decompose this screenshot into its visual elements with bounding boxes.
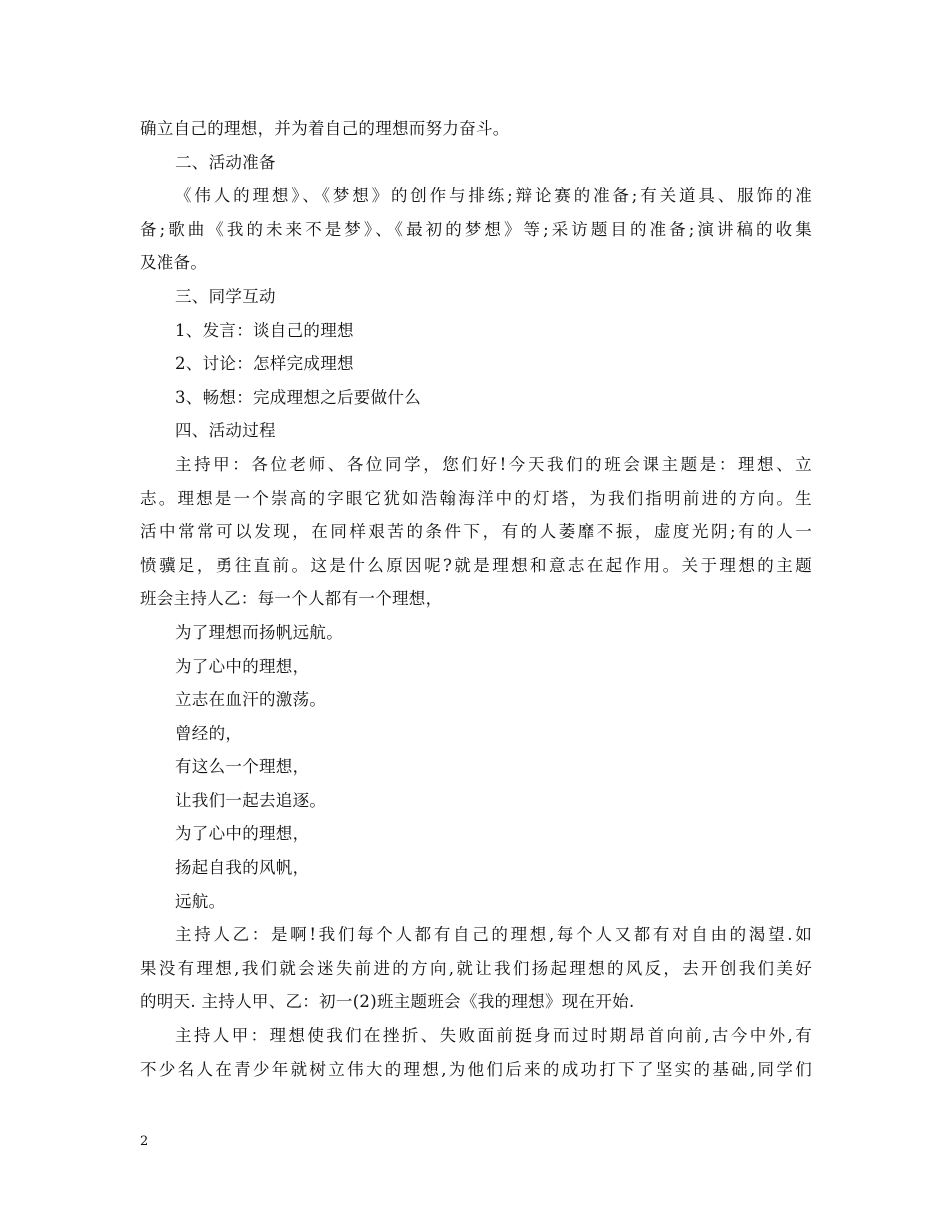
text-line: 曾经的， xyxy=(175,723,243,743)
text-line: 主持人乙：是啊!我们每个人都有自己的理想,每个人又都有对自由的渴望.如 xyxy=(175,925,812,945)
text-line: 扬起自我的风帆， xyxy=(175,858,310,878)
text-line: 远航。 xyxy=(175,891,226,911)
text-line: 主持人甲：理想使我们在挫折、失败面前挺身而过时期昂首向前,古今中外,有 xyxy=(175,1026,812,1046)
document-body xyxy=(140,112,812,1086)
text-line: 立志在血汗的激荡。 xyxy=(175,690,327,710)
text-line: 3、畅想：完成理想之后要做什么 xyxy=(175,387,421,407)
page-number: 2 xyxy=(140,1134,149,1149)
text-line: 三、同学互动 xyxy=(175,286,276,306)
text-line: 为了心中的理想， xyxy=(175,656,310,676)
text-line: 四、活动过程 xyxy=(175,421,276,441)
text-line: 2、讨论：怎样完成理想 xyxy=(175,354,354,374)
text-line: 有这么一个理想， xyxy=(175,757,310,777)
text-line: 愤骥足，勇往直前。这是什么原因呢?就是理想和意志在起作用。关于理想的主题 xyxy=(140,555,812,575)
text-line: 活中常常可以发现，在同样艰苦的条件下，有的人萎靡不振，虚度光阴;有的人一 xyxy=(140,522,812,542)
text-line: 备;歌曲《我的未来不是梦》、《最初的梦想》等;采访题目的准备;演讲稿的收集 xyxy=(140,219,812,239)
text-line: 不少名人在青少年就树立伟大的理想,为他们后来的成功打下了坚实的基础,同学们 xyxy=(140,1059,812,1079)
text-line: 《伟人的理想》、《梦想》的创作与排练;辩论赛的准备;有关道具、服饰的准 xyxy=(175,186,812,206)
text-line: 及准备。 xyxy=(140,253,208,273)
text-line: 为了心中的理想， xyxy=(175,824,310,844)
text-line: 的明天. 主持人甲、乙：初一(2)班主题班会《我的理想》现在开始. xyxy=(140,992,635,1012)
text-line: 主持甲：各位老师、各位同学，您们好!今天我们的班会课主题是：理想、立 xyxy=(175,454,812,474)
text-line: 二、活动准备 xyxy=(175,152,276,172)
text-line: 让我们一起去追逐。 xyxy=(175,790,327,810)
text-line: 班会主持人乙：每一个人都有一个理想， xyxy=(140,589,443,609)
text-line: 1、发言：谈自己的理想 xyxy=(175,320,354,340)
text-line: 果没有理想,我们就会迷失前进的方向,就让我们扬起理想的风反，去开创我们美好 xyxy=(140,958,812,978)
text-line: 为了理想而扬帆远航。 xyxy=(175,622,343,642)
text-line: 志。理想是一个崇高的字眼它犹如浩翰海洋中的灯塔，为我们指明前进的方向。生 xyxy=(140,488,812,508)
text-line: 确立自己的理想，并为着自己的理想而努力奋斗。 xyxy=(140,119,510,138)
